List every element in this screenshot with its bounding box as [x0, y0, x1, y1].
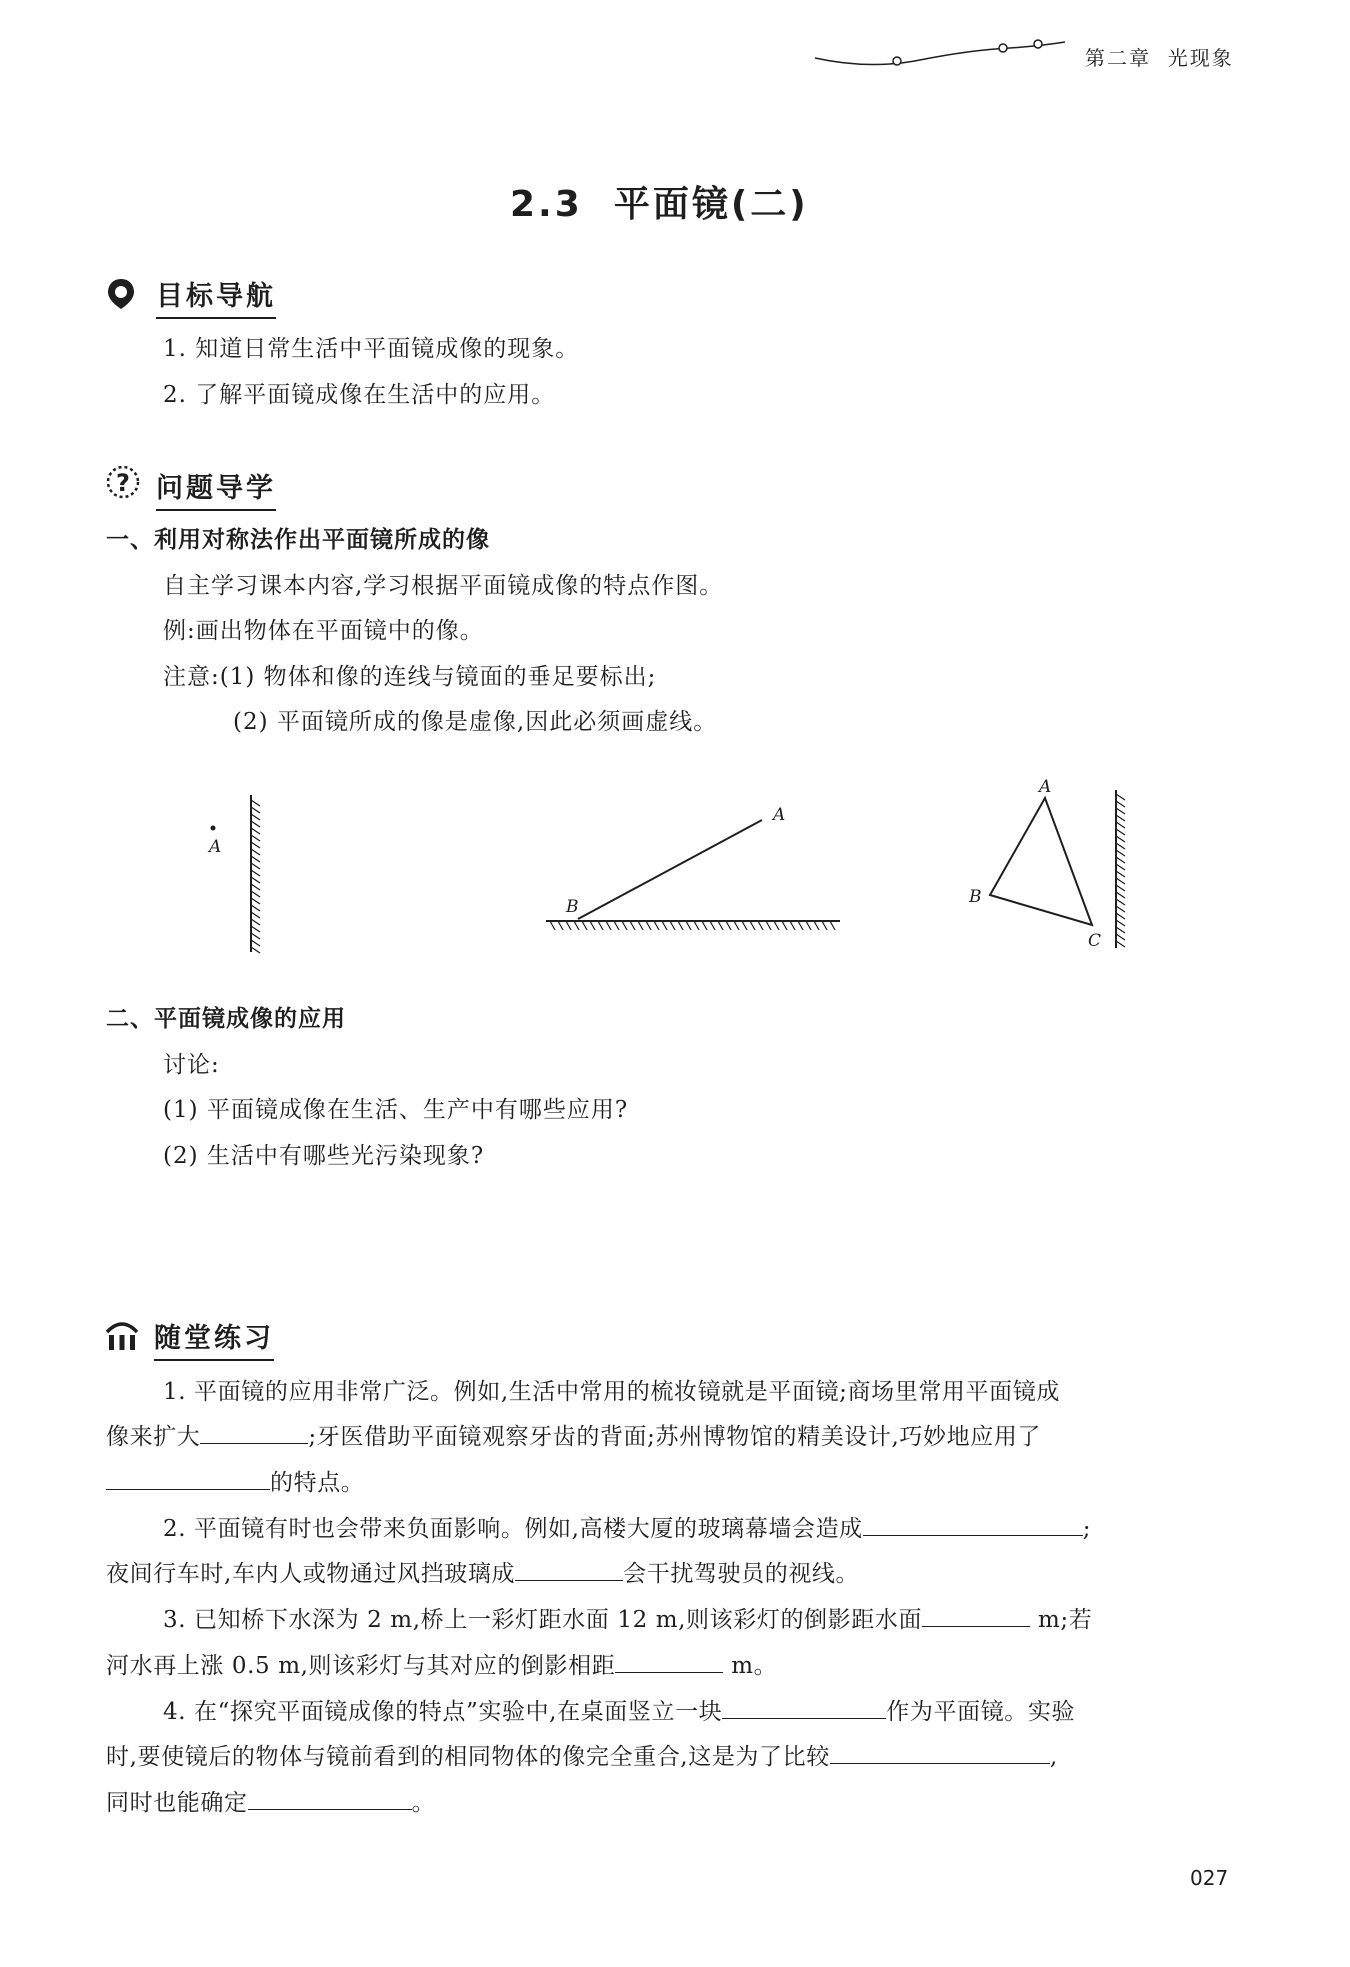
goal-item-2: 2. 了解平面镜成像在生活中的应用。: [163, 382, 556, 408]
figure-segment-mirror: [540, 790, 850, 940]
part1-line-3: 注意:(1) 物体和像的连线与镜面的垂足要标出;: [163, 664, 657, 690]
part2-line-1: 讨论:: [163, 1052, 220, 1078]
part1-line-1: 自主学习课本内容,学习根据平面镜成像的特点作图。: [163, 573, 724, 599]
header-wave-ornament: [810, 28, 1070, 68]
segment-label-a: A: [773, 805, 786, 825]
q1-blank-1[interactable]: [200, 1419, 308, 1444]
q2-line-1: 2. 平面镜有时也会带来负面影响。例如,高楼大厦的玻璃幕墙会造成 ;: [163, 1510, 1091, 1543]
chapter-label: 第二章 光现象: [1085, 46, 1234, 70]
q2-blank-2[interactable]: [515, 1556, 623, 1581]
triangle-label-b: B: [969, 887, 982, 907]
q1-line-1: 1. 平面镜的应用非常广泛。例如,生活中常用的梳妆镜就是平面镜;商场里常用平面镜成: [163, 1379, 1060, 1405]
q1-line-3: 的特点。: [106, 1464, 364, 1497]
q4-blank-1[interactable]: [722, 1694, 886, 1719]
columns-icon: [104, 1318, 140, 1352]
part2-title: 二、平面镜成像的应用: [106, 1006, 346, 1032]
q2-line-2: 夜间行车时,车内人或物通过风挡玻璃成 会干扰驾驶员的视线。: [106, 1555, 859, 1588]
triangle-label-a: A: [1039, 777, 1052, 797]
page-number: 027: [1190, 1866, 1229, 1890]
q1-blank-2[interactable]: [106, 1465, 270, 1490]
q3-blank-2[interactable]: [615, 1648, 723, 1673]
figure-triangle-mirror: [955, 770, 1145, 960]
location-pin-icon: [106, 277, 136, 311]
q3-blank-1[interactable]: [922, 1602, 1030, 1627]
goal-item-1: 1. 知道日常生活中平面镜成像的现象。: [163, 336, 580, 362]
q4-line-3: 同时也能确定 。: [106, 1784, 435, 1817]
segment-label-b: B: [566, 897, 579, 917]
q4-blank-3[interactable]: [248, 1785, 412, 1810]
q4-blank-2[interactable]: [830, 1739, 1050, 1764]
q2-blank-1[interactable]: [863, 1511, 1083, 1536]
triangle-label-c: C: [1088, 931, 1102, 951]
figure-point-mirror: [200, 790, 280, 960]
part1-line-2: 例:画出物体在平面镜中的像。: [163, 618, 484, 644]
part1-line-4: (2) 平面镜所成的像是虚像,因此必须画虚线。: [233, 709, 718, 735]
svg-text:?: ?: [116, 469, 130, 497]
part1-title: 一、利用对称法作出平面镜所成的像: [106, 527, 490, 553]
question-icon: [106, 464, 140, 502]
part2-line-2: (1) 平面镜成像在生活、生产中有哪些应用?: [163, 1097, 629, 1123]
point-a-label: A: [209, 837, 222, 857]
q3-line-1: 3. 已知桥下水深为 2 m,桥上一彩灯距水面 12 m,则该彩灯的倒影距水面 m;若: [163, 1601, 1092, 1634]
page-title: 2.3 平面镜(二): [510, 184, 809, 225]
q4-line-2: 时,要使镜后的物体与镜前看到的相同物体的像完全重合,这是为了比较 ,: [106, 1738, 1058, 1771]
point-a-dot: [211, 826, 216, 831]
guide-heading: 问题导学: [156, 466, 276, 505]
q1-line-2: 像来扩大 ;牙医借助平面镜观察牙齿的背面;苏州博物馆的精美设计,巧妙地应用了: [106, 1418, 1041, 1451]
q3-line-2: 河水再上涨 0.5 m,则该彩灯与其对应的倒影相距 m。: [106, 1647, 777, 1680]
part2-line-3: (2) 生活中有哪些光污染现象?: [163, 1143, 485, 1169]
practice-heading: 随堂练习: [154, 1316, 274, 1355]
goals-heading: 目标导航: [156, 274, 276, 313]
q4-line-1: 4. 在“探究平面镜成像的特点”实验中,在桌面竖立一块 作为平面镜。实验: [163, 1693, 1075, 1726]
